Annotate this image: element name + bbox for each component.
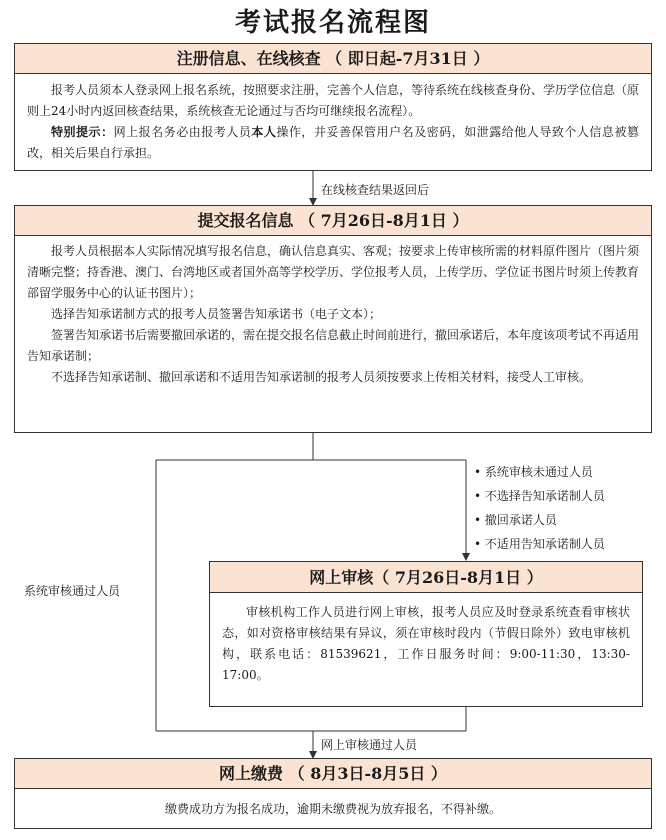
right-branch-item: • 系统审核未通过人员	[474, 465, 593, 479]
step4-heading: 网上缴费 （ 8月3日-8月5日 ）	[14, 758, 652, 789]
step4-paragraph: 缴费成功方为报名成功，逾期未缴费视为放弃报名，不得补缴。	[164, 802, 501, 816]
right-branch-item: • 不选择告知承诺制人员	[474, 489, 605, 503]
step1-notice	[27, 122, 639, 164]
step3-body	[209, 592, 643, 707]
step2-paragraph-1: 报考人员根据本人实际情况填写报名信息，确认信息真实、客观；按要求上传审核所需的材料原件图片（图片须清晰完整；持香港、澳门、台湾地区或者国外高等学校学历、学位报考人员，上传学历、学位证书图片时须上传教育部留学服务中心的认证书图片）；	[27, 244, 640, 300]
left-branch-label: 系统审核通过人员	[24, 584, 121, 598]
step2-paragraph-4: 不选择告知承诺制、撤回承诺和不适用告知承诺制的报考人员须按要求上传相关材料，接受人工审核。	[51, 370, 592, 384]
notice-text-a: 网上报名务必由报考人员	[113, 125, 252, 139]
step2-paragraph-3: 签署告知承诺书后需要撤回承诺的，需在提交报名信息截止时间前进行，撤回承诺后，本年度该项考试不再适用告知承诺制；	[27, 328, 640, 363]
step3-heading: 网上审核（ 7月26日-8月1日 ）	[209, 561, 643, 593]
step2-body	[14, 235, 652, 433]
step1-paragraph: 报考人员须本人登录网上报名系统，按照要求注册，完善个人信息，等待系统在线核查身份、学历学位信息（原则上24小时内返回核查结果，系统核查无论通过与否均可继续报名流程）。	[27, 83, 640, 118]
step2-paragraph-2: 选择告知承诺制方式的报考人员签署告知承诺书（电子文本）；	[51, 307, 382, 321]
notice-bold: 本人	[251, 125, 277, 139]
arrow1-label: 在线核查结果返回后	[321, 183, 430, 197]
step4-body	[14, 788, 652, 829]
notice-label: 特别提示：	[51, 125, 114, 139]
arrow-bottom-label: 网上审核通过人员	[321, 738, 418, 752]
right-branch-item: • 撤回承诺人员	[474, 513, 557, 527]
step2-heading: 提交报名信息 （ 7月26日-8月1日 ）	[14, 205, 652, 236]
right-branch-item: • 不适用告知承诺制人员	[474, 537, 605, 551]
step1-heading: 注册信息、在线核查 （ 即日起-7月31日 ）	[14, 43, 652, 74]
step1-body	[14, 73, 652, 171]
step3-paragraph: 审核机构工作人员进行网上审核，报考人员应及时登录系统查看审核状态，如对资格审核结果有异议，须在审核时段内（节假日除外）致电审核机构，联系电话：81539621，工作日服务时间：9:00-11:30，13:30-17:00。	[222, 605, 630, 682]
page-title: 考试报名流程图	[234, 8, 431, 38]
notice-text-b: 操作，并妥善保管用户名及密码，如泄露给他人导致个人信息被篡改，相关后果自行承担。	[27, 125, 639, 160]
